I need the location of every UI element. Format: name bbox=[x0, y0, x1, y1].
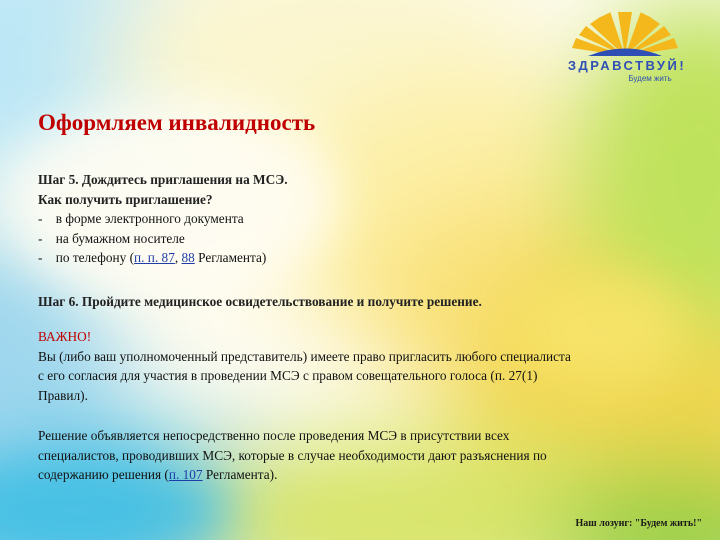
regulation-link-88[interactable]: 88 bbox=[181, 250, 195, 265]
decision-line: специалистов, проводивших МСЭ, которые в случае необходимости дают разъяснения по bbox=[38, 447, 547, 463]
logo bbox=[548, 8, 708, 88]
step6-block bbox=[38, 292, 688, 312]
important-block bbox=[38, 327, 688, 405]
step5-block bbox=[38, 170, 688, 268]
important-line: Вы (либо ваш уполномоченный представитель) имеете право пригласить любого специалиста bbox=[38, 348, 571, 364]
logo-wordmark: ЗДРАВСТВУЙ! bbox=[567, 58, 687, 73]
list-item: - на бумажном носителе bbox=[38, 230, 185, 246]
logo-tagline: Будем жить bbox=[628, 74, 672, 83]
important-line: с его согласия для участия в проведении МСЭ с правом совещательного голоса (п. 27(1) bbox=[38, 368, 538, 383]
decision-line: содержанию решения (п. 107 Регламента). bbox=[38, 467, 278, 482]
regulation-link-107[interactable]: п. 107 bbox=[168, 467, 203, 482]
list-item: - по телефону (п. п. 87, 88 Регламента) bbox=[38, 250, 267, 265]
important-label: ВАЖНО! bbox=[38, 329, 92, 344]
list-item: - в форме электронного документа bbox=[38, 211, 244, 226]
important-line: Правил). bbox=[38, 387, 88, 403]
step5-heading: Шаг 5. Дождитесь приглашения на МСЭ. bbox=[38, 172, 288, 187]
step5-question: Как получить приглашение? bbox=[38, 191, 213, 207]
decision-line: Решение объявляется непосредственно после проведения МСЭ в присутствии всех bbox=[38, 428, 510, 443]
sun-rays-icon bbox=[560, 8, 690, 58]
regulation-link-87[interactable]: п. п. 87 bbox=[134, 250, 175, 265]
page-title: Оформляем инвалидность bbox=[38, 110, 316, 135]
footer-slogan: Наш лозунг: "Будем жить!" bbox=[575, 518, 702, 529]
decision-block bbox=[38, 426, 688, 485]
step6-heading: Шаг 6. Пройдите медицинское освидетельствование и получите решение. bbox=[38, 294, 482, 309]
